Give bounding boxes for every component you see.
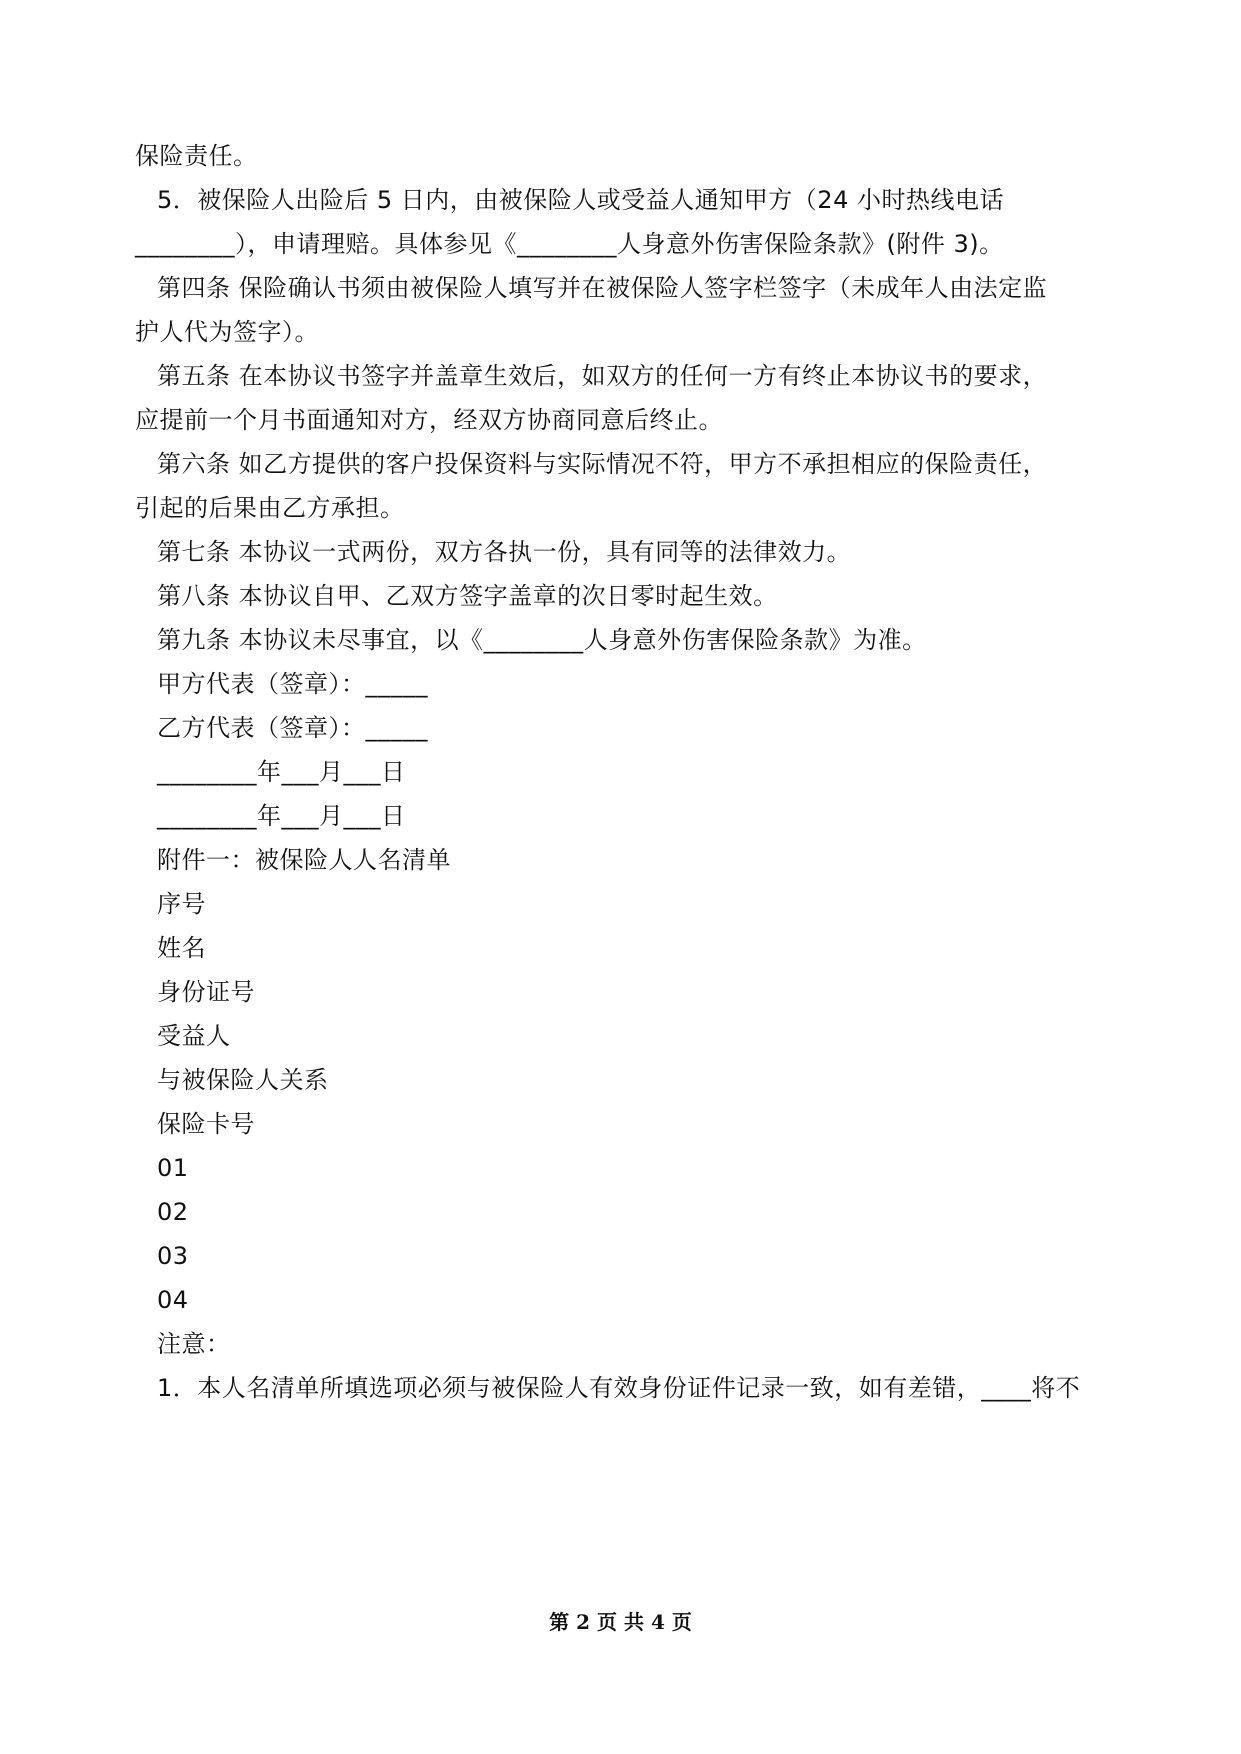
list-item: 04 <box>157 1286 189 1314</box>
text-line: 护人代为签字）。 <box>135 318 319 346</box>
list-item: 受益人 <box>157 1022 231 1050</box>
date-line: ________年___月___日 <box>157 802 406 830</box>
text-line: 应提前一个月书面通知对方，经双方协商同意后终止。 <box>135 406 723 434</box>
list-item: 身份证号 <box>157 978 255 1006</box>
list-item: 姓名 <box>157 934 206 962</box>
text-line: 第九条 本协议未尽事宜，以《________人身意外伤害保险条款》为准。 <box>157 626 927 654</box>
text-line: 第四条 保险确认书须由被保险人填写并在被保险人签字栏签字（未成年人由法定监 <box>157 274 1048 302</box>
list-item: 与被保险人关系 <box>157 1066 329 1094</box>
list-item: 03 <box>157 1242 189 1270</box>
note-item: 1．本人名清单所填选项必须与被保险人有效身份证件记录一致，如有差错，____将不 <box>157 1374 1081 1402</box>
page-footer: 第 2 页 共 4 页 <box>549 1610 692 1634</box>
text-line: 第八条 本协议自甲、乙双方签字盖章的次日零时起生效。 <box>157 582 778 610</box>
appendix-title: 附件一：被保险人人名清单 <box>157 846 451 874</box>
list-item: 保险卡号 <box>157 1110 255 1138</box>
date-line: ________年___月___日 <box>157 758 406 786</box>
signature-line-party-a: 甲方代表（签章）：_____ <box>157 670 428 698</box>
signature-line-party-b: 乙方代表（签章）：_____ <box>157 714 428 742</box>
list-item: 01 <box>157 1154 189 1182</box>
text-line: 第七条 本协议一式两份，双方各执一份，具有同等的法律效力。 <box>157 538 852 566</box>
text-line: 引起的后果由乙方承担。 <box>135 494 405 522</box>
text-line: 保险责任。 <box>135 142 258 170</box>
list-item: 02 <box>157 1198 189 1226</box>
text-line: ________），申请理赔。具体参见《________人身意外伤害保险条款》(附件 3)。 <box>135 230 1004 258</box>
note-heading: 注意： <box>157 1330 231 1358</box>
list-item: 序号 <box>157 890 206 918</box>
text-line: 第六条 如乙方提供的客户投保资料与实际情况不符，甲方不承担相应的保险责任， <box>157 450 1048 478</box>
text-line: 第五条 在本协议书签字并盖章生效后，如双方的任何一方有终止本协议书的要求， <box>157 362 1048 390</box>
text-line: 5．被保险人出险后 5 日内，由被保险人或受益人通知甲方（24 小时热线电话 <box>157 186 1004 214</box>
